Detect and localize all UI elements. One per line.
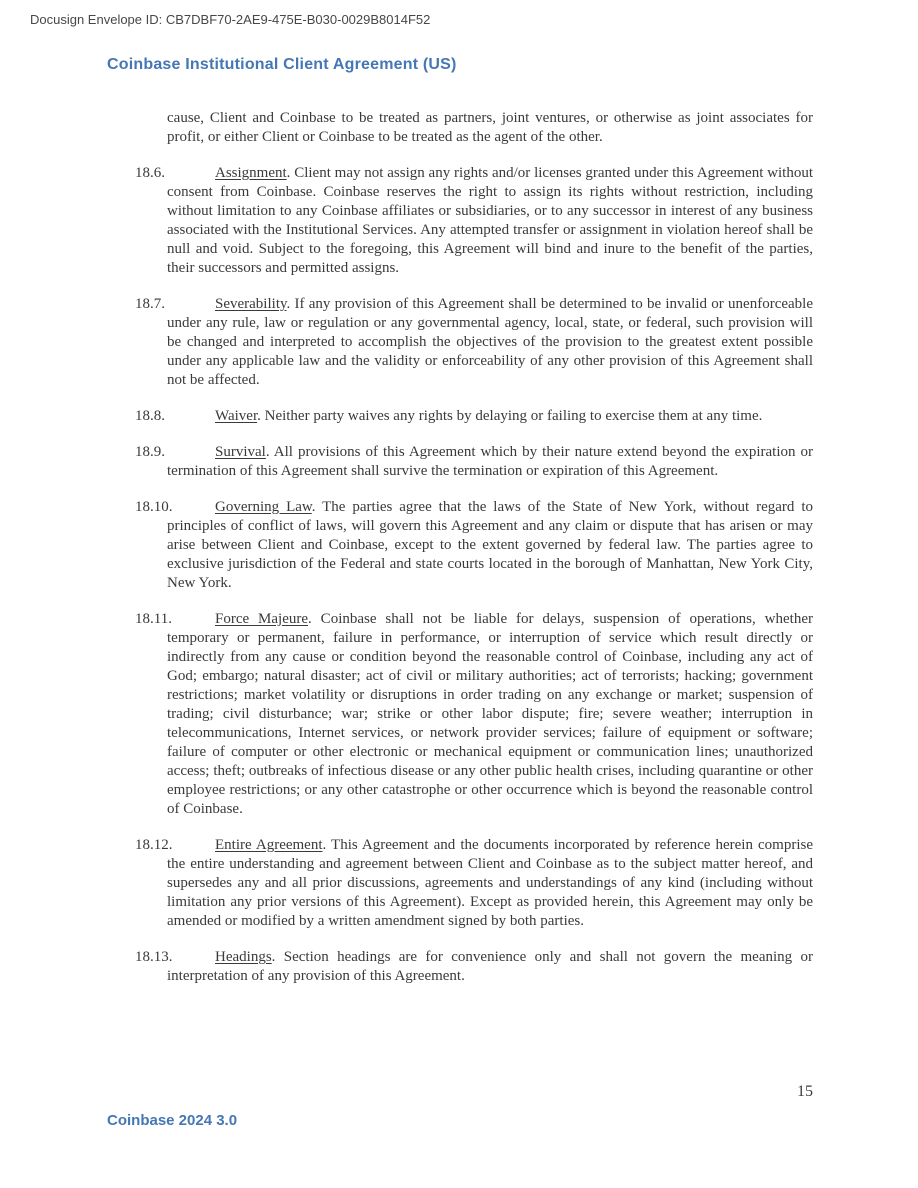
section-text: . All provisions of this Agreement which by their nature extend beyond the expiration or termination of this Agreement shall survive the termination or expiration of this Agreement. [167, 444, 813, 479]
section-paragraph [167, 164, 813, 278]
agreement-section [135, 498, 813, 593]
section-text: . The parties agree that the laws of the State of New York, without regard to principles of conflict of laws, will govern this Agreement and any claim or dispute that has arisen or may arise between Client and Coinbase, except to the extent governed by federal law. The parties agree to exclusive jurisdiction of the Federal and state courts located in the borough of Manhattan, New York City, New York. [167, 499, 813, 591]
agreement-body [135, 109, 813, 986]
section-paragraph [167, 443, 813, 481]
section-paragraph [167, 836, 813, 931]
section-title: Entire Agreement [215, 837, 323, 853]
agreement-section [135, 948, 813, 986]
agreement-section [135, 443, 813, 481]
section-number: 18.7. [135, 296, 165, 312]
section-paragraph [167, 407, 813, 426]
page-title: Coinbase Institutional Client Agreement (US) [107, 56, 457, 73]
agreement-section [135, 164, 813, 278]
page-number: 15 [797, 1083, 813, 1100]
section-text: . If any provision of this Agreement shall be determined to be invalid or unenforceable under any rule, law or regulation or any governmental agency, local, state, or federal, such provision will be changed and interpreted to accomplish the objectives of the provision to the greatest extent possible under any applicable law and the validity or enforceability of any other provision of this Agreement shall not be affected. [167, 296, 813, 388]
section-title: Assignment [215, 165, 287, 181]
section-number: 18.9. [135, 444, 165, 460]
section-title: Headings [215, 949, 272, 965]
section-paragraph [167, 948, 813, 986]
section-text: . Client may not assign any rights and/or licenses granted under this Agreement without consent from Coinbase. Coinbase reserves the right to assign its rights without restriction, including without limitation to any Coinbase affiliates or subsidiaries, or to any successor in interest of any business associated with the Institutional Services. Any attempted transfer or assignment in violation hereof shall be null and void. Subject to the foregoing, this Agreement will bind and inure to the benefit of the parties, their successors and permitted assigns. [167, 165, 813, 276]
section-title: Governing Law [215, 499, 312, 515]
section-title: Force Majeure [215, 611, 309, 627]
section-text: . Section headings are for convenience only and shall not govern the meaning or interpretation of any provision of this Agreement. [167, 949, 813, 984]
agreement-section [135, 407, 813, 426]
agreement-section [135, 295, 813, 390]
sections-container [135, 164, 813, 986]
section-title: Severability [215, 296, 287, 312]
section-number: 18.12. [135, 837, 173, 853]
section-title: Survival [215, 444, 266, 460]
section-text: . Neither party waives any rights by delaying or failing to exercise them at any time. [257, 408, 763, 424]
intro-continuation-paragraph: cause, Client and Coinbase to be treated as partners, joint ventures, or otherwise as joint associates for profit, or either Client or Coinbase to be treated as the agent of the other. [167, 110, 813, 145]
section-text: . This Agreement and the documents incorporated by reference herein comprise the entire understanding and agreement between Client and Coinbase as to the subject matter hereof, and supersedes any and all prior discussions, agreements and understandings of any kind (including without limitation any prior versions of this Agreement). Except as provided herein, this Agreement may only be amended or modified by a written amendment signed by both parties. [167, 837, 813, 929]
docusign-envelope-id: Docusign Envelope ID: CB7DBF70-2AE9-475E-B030-0029B8014F52 [30, 12, 431, 27]
section-number: 18.8. [135, 408, 165, 424]
section-title: Waiver [215, 408, 258, 424]
section-number: 18.6. [135, 165, 165, 181]
section-text: . Coinbase shall not be liable for delays, suspension of operations, whether temporary or permanent, failure in performance, or interruption of service which result directly or indirectly from any cause or condition beyond the reasonable control of Coinbase, including any act of God; embargo; natural disaster; act of civil or military authorities; act of terrorists; hacking; government restrictions; market volatility or disruptions in order trading on any exchange or market; suspension of trading; civil disturbance; war; strike or other labor dispute; fire; severe weather; interruption in telecommunications, Internet services, or network provider services; failure of equipment or software; failure of computer or other electronic or mechanical equipment or communication lines; unauthorized access; theft; outbreaks of infectious disease or any other public health crises, including quarantine or other employee restrictions; or any other catastrophe or other occurrence which is beyond the reasonable control of Coinbase. [167, 611, 813, 817]
section-number: 18.10. [135, 499, 173, 515]
section-number: 18.13. [135, 949, 173, 965]
footer-version-label: Coinbase 2024 3.0 [107, 1112, 238, 1129]
agreement-section [135, 610, 813, 819]
section-number: 18.11. [135, 611, 172, 627]
section-paragraph [167, 498, 813, 593]
section-paragraph [167, 295, 813, 390]
agreement-section [135, 836, 813, 931]
section-paragraph [167, 610, 813, 819]
